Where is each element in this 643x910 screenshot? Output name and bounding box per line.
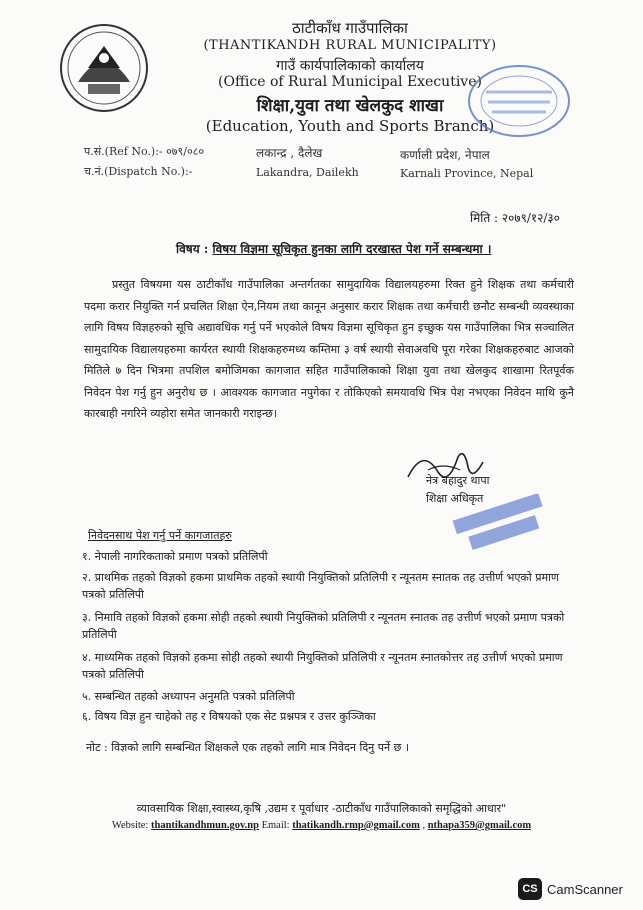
website-label: Website: [111, 820, 149, 831]
letter-date: मिति : २०७९/१२/३० [470, 211, 560, 225]
document-item: २. प्राथमिक तहको विज्ञको हकमा प्राथमिक तहको स्थायी नियुक्तिको प्रतिलिपी र न्यूनतम स्नातक तह उत्तीर्ण भएको प्रमाण पत्रको प्रतिलिपी [82, 571, 559, 601]
document-item: ५. सम्बन्धित तहको अध्यापन अनुमति पत्रको प्रतिलिपी [82, 690, 295, 703]
website-link[interactable]: thantikandhmun.gov.np [150, 820, 259, 831]
office-name-en: (Office of Rural Municipal Executive) [218, 74, 482, 90]
document-item: ६. विषय विज्ञ हुन चाहेको तह र विषयको एक सेट प्रश्नपत्र र उत्तर कुञ्जिका [82, 710, 376, 723]
document-item: ४. माध्यमिक तहको विज्ञको हकमा सोही तहको स्थायी नियुक्तिको प्रतिलिपी र न्यूनतम स्नातकोत्तर तह उत्तीर्ण भएको प्रमाण पत्रको प्रतिलिपी [82, 651, 563, 681]
camscanner-name: CamScanner [547, 881, 623, 897]
nepal-emblem-icon [58, 22, 150, 114]
footer-motto: व्यावसायिक शिक्षा,स्वास्थ्य,कृषि ,उद्यम र पूर्वाधार -ठाटीकाँध गाउँपालिकाको समृद्धिको आधार" [136, 802, 507, 815]
email-separator: , [422, 820, 426, 831]
ref-number: प.सं.(Ref No.):- ०७९/०८० [84, 145, 205, 158]
municipality-name-np: ठाटीकाँध गाउँपालिका [292, 19, 408, 37]
note-text: नोट : विज्ञको लागि सम्बन्धित शिक्षकले एक तहको लागि मात्र निवेदन दिनु पर्ने छ । [86, 741, 409, 754]
camscanner-watermark [518, 876, 623, 902]
documents-title: निवेदनसाथ पेश गर्नु पर्ने कागजातहरु [88, 529, 232, 542]
office-name-np: गाउँ कार्यपालिकाको कार्यालय [276, 58, 424, 74]
email-link-2[interactable]: nthapa359@gmail.com [427, 820, 532, 831]
signatory-designation: शिक्षा अधिकृत [426, 492, 484, 505]
camscanner-logo-icon: CS [518, 878, 542, 900]
subject-line [176, 240, 491, 257]
email-label: Email: [261, 820, 290, 831]
province-en: Karnali Province, Nepal [400, 167, 534, 180]
letter-body: प्रस्तुत विषयमा यस ठाटीकाँध गाउँपालिका अन्तर्गतका सामुदायिक विद्यालयहरुमा रिक्त हुने शिक्षक तथा कर्मचारी पदमा करार नियुक्ति गर्न प्रचलित शिक्षा ऐन,नियम तथा कानून अनुसार करार शिक्षक तथा कर्मचारी छनौट सम्बन्धी व्यवस्थाका लागि विषय विज्ञहरुको सूचि अद्यावधिक गर्नु पर्ने भएकोले विषय विज्ञमा सूचिकृत हुन इच्छुक यस गाउँपालिका भित्र सञ्चालित सामुदायिक विद्यालयहरुमा कार्यरत स्थायी शिक्षकहरुमध्य कम्तिमा ३ वर्ष स्थायी सेवाअवधि पूरा गरेका शिक्षकहरुबाट आजको मितिले ७ दिन भित्रमा तपशिल बमोजिमका कागजात सहित गाउँपालिकाको शिक्षा युवा तथा खेलकुद शाखामा रितपूर्वक निवेदन पेश गर्नु हुन अनुरोध छ । आवश्यक कागजात नपुगेका र तोकिएको समयावधि भित्र पेश नभएका निवेदन माथि कुनै कारबाही नगरिने व्यहोरा समेत जानकारी गराइन्छ। [84, 278, 574, 420]
document-item: १. नेपाली नागरिकताको प्रमाण पत्रको प्रतिलिपी [82, 550, 268, 563]
location-en: Lakandra, Dailekh [256, 166, 359, 179]
email-link-1[interactable]: thatikandh.rmp@gmail.com [292, 820, 420, 831]
document-item: ३. निमावि तहको विज्ञको हकमा सोही तहको स्थायी नियुक्तिको प्रतिलिपी र न्यूनतम स्नातक तह उत्तीर्ण भएको प्रमाण पत्रको प्रतिलिपी [82, 611, 565, 641]
municipality-name-en: (THANTIKANDH RURAL MUNICIPALITY) [203, 38, 497, 53]
branch-name-np: शिक्षा,युवा तथा खेलकुद शाखा [256, 96, 444, 116]
subject-label: विषय : [176, 242, 209, 256]
office-seal-icon [466, 62, 572, 140]
location-np: लकान्द्र , दैलेख [256, 146, 323, 160]
subject-text: विषय विज्ञमा सूचिकृत हुनका लागि दरखास्त पेश गर्ने सम्बन्धमा । [212, 242, 492, 256]
branch-name-en: (Education, Youth and Sports Branch) [205, 117, 495, 135]
signatory-name: नेत्र बहादुर थापा [426, 474, 490, 487]
province-np: कर्णाली प्रदेश, नेपाल [400, 148, 490, 162]
footer-contact [0, 820, 643, 831]
officer-seal-icon [446, 494, 556, 554]
dispatch-number: च.नं.(Dispatch No.):- [84, 165, 193, 178]
